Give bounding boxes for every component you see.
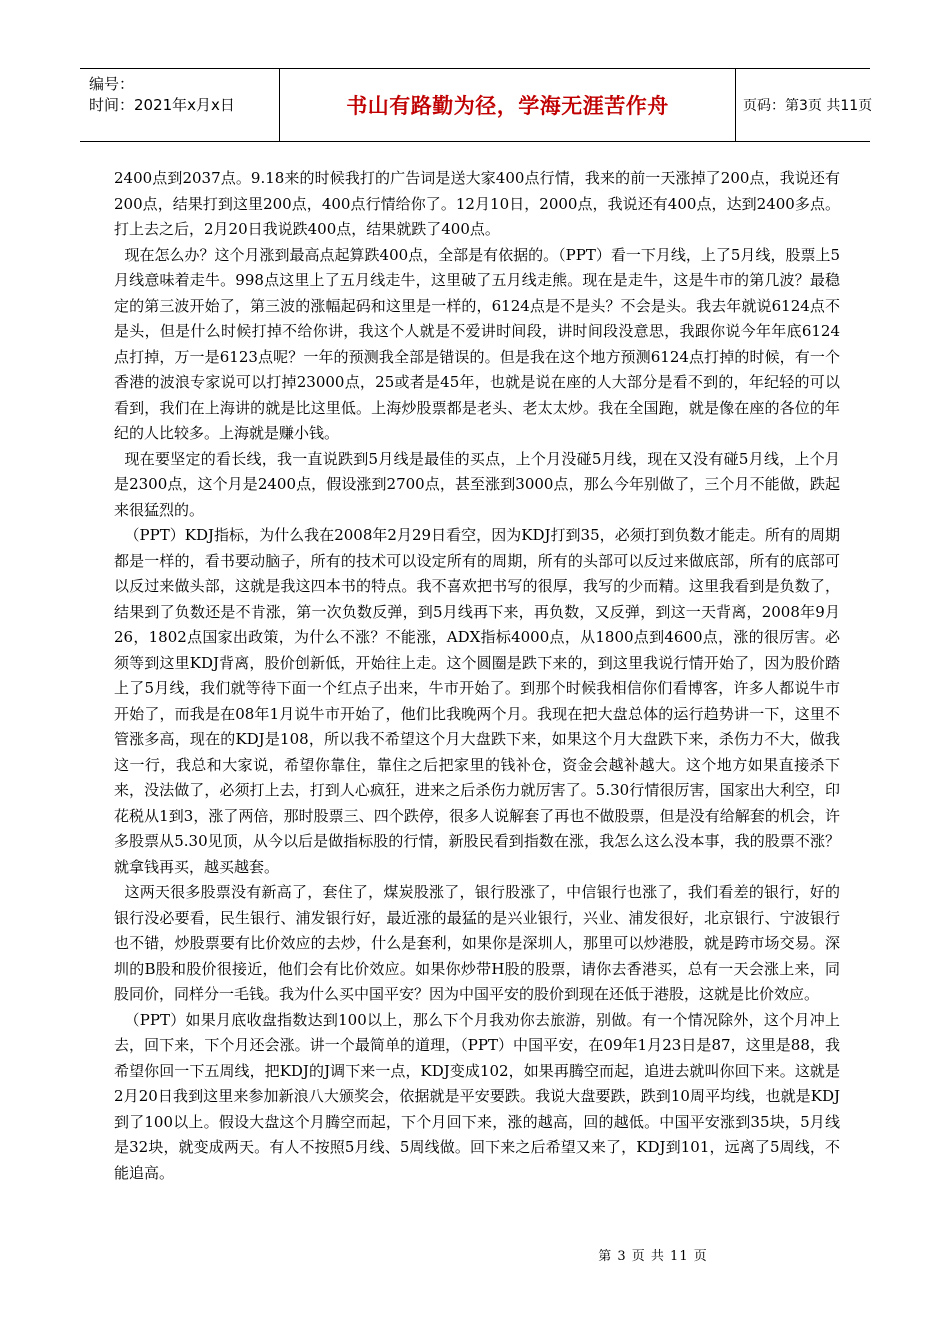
document-date-label: 时间：2021年x月x日	[89, 96, 235, 114]
header-page-info: 页码：第3页 共11页	[743, 98, 873, 114]
page-header	[80, 68, 873, 142]
paragraph: 这两天很多股票没有新高了，套住了，煤炭股涨了，银行股涨了，中信银行也涨了，我们看差的银行，好的银行没必要看，民生银行、浦发银行好，最近涨的最猛的是兴业银行，兴业、浦发很好，北京银行、宁波银行也不错，炒股票要有比价效应的去炒，什么是套利，如果你是深圳人，那里可以炒港股，就是跨市场交易。深圳的B股和股价很接近，他们会有比价效应。如果你炒带H股的股票，请你去香港买，总有一天会涨上来，同股同价，同样分一毛钱。我为什么买中国平安？因为中国平安的股价到现在还低于港股，这就是比价效应。	[114, 883, 840, 1003]
header-motto: 书山有路勤为径，学海无涯苦作舟	[346, 94, 669, 118]
header-meta-cell	[80, 69, 280, 141]
header-page-cell	[735, 69, 873, 141]
paragraph: 现在怎么办？这个月涨到最高点起算跌400点，全部是有依据的。（PPT）看一下月线，上了5月线，股票上5月线意味着走牛。998点这里上了五月线走牛，这里破了五月线走熊。现在是走牛，这是牛市的第几波？最稳定的第三波开始了，第三波的涨幅起码和这里是一样的，6124点是不是头？不会是头。我去年就说6124点不是头，但是什么时候打掉不给你讲，我这个人就是不爱讲时间段，讲时间段没意思，我跟你说今年年底6124点打掉，万一是6123点呢？一年的预测我全部是错误的。但是我在这个地方预测6124点打掉的时候，有一个香港的波浪专家说可以打掉23000点，25或者是45年，也就是说在座的人大部分是看不到的，年纪轻的可以看到，我们在上海讲的就是比这里低。上海炒股票都是老头、老太太炒。我在全国跑，就是像在座的各位的年纪的人比较多。上海就是赚小钱。	[114, 245, 840, 442]
header-motto-cell	[280, 69, 736, 141]
page-footer	[0, 1245, 950, 1264]
paragraph: 2400点到2037点。9.18来的时候我打的广告词是送大家400点行情，我来的前一天涨掉了200点，我说还有200点，结果打到这里200点，400点行情给你了。12月10日，2000点，我说还有400点，达到2400多点。打上去之后，2月20日我说跌400点，结果就跌了400点。	[114, 169, 840, 238]
paragraph: （PPT）如果月底收盘指数达到100以上，那么下个月我劝你去旅游，别做。有一个情况除外，这个月冲上去，回下来，下个月还会涨。讲一个最简单的道理，（PPT）中国平安，在09年1月23日是87，这里是88，我希望你回一下五周线，把KDJ的J调下来一点，KDJ变成102，如果再腾空而起，追进去就叫你回下来。这就是2月20日我到这里来参加新浪八大颁奖会，依据就是平安要跌。我说大盘要跌，跌到10周平均线，也就是KDJ到了100以上。假设大盘这个月腾空而起，下个月回下来，涨的越高，回的越低。中国平安涨到35块，5月线是32块，就变成两天。有人不按照5月线、5周线做。回下来之后希望又来了，KDJ到101，远离了5周线，不能追高。	[114, 1010, 840, 1182]
document-number-label: 编号：	[89, 75, 135, 93]
document-body	[114, 166, 840, 1186]
footer-page-number: 第 3 页 共 11 页	[598, 1249, 708, 1264]
paragraph: 现在要坚定的看长线，我一直说跌到5月线是最佳的买点，上个月没碰5月线，现在又没有碰5月线，上个月是2300点，这个月是2400点，假设涨到2700点，甚至涨到3000点，那么今年别做了，三个月不能做，跌起来很猛烈的。	[114, 449, 840, 519]
paragraph: （PPT）KDJ指标，为什么我在2008年2月29日看空，因为KDJ打到35，必须打到负数才能走。所有的周期都是一样的，看书要动脑子，所有的技术可以设定所有的周期，所有的头部可以反过来做底部，所有的底部可以反过来做头部，这就是我这四本书的特点。我不喜欢把书写的很厚，我写的少而精。这里我看到是负数了，结果到了负数还是不肯涨，第一次负数反弹，到5月线再下来，再负数，又反弹，到这一天背离，2008年9月26，1802点国家出政策，为什么不涨？不能涨，ADX指标4000点，从1800点到4600点，涨的很厉害。必须等到这里KDJ背离，股价创新低，开始往上走。这个圆圈是跌下来的，到这里我说行情开始了，因为股价踏上了5月线，我们就等待下面一个红点子出来，牛市开始了。到那个时候我相信你们看博客，许多人都说牛市开始了，而我是在08年1月说牛市开始了，他们比我晚两个月。我现在把大盘总体的运行趋势讲一下，这里不管涨多高，现在的KDJ是108，所以我不希望这个月大盘跌下来，如果这个月大盘跌下来，杀伤力不大，做我这一行，我总和大家说，希望你靠住，靠住之后把家里的钱补仓，资金会越补越大。这个地方如果直接杀下来，没法做了，必须打上去，打到人心疯狂，进来之后杀伤力就厉害了。5.30行情很厉害，国家出大利空，印花税从1到3，涨了两倍，那时股票三、四个跌停，很多人说解套了再也不做股票，但是没有给解套的机会，许多股票从5.30见顶，从今以后是做指标股的行情，新股民看到指数在涨，我怎么这么没本事，我的股票不涨？就拿钱再买，越买越套。	[114, 526, 840, 876]
